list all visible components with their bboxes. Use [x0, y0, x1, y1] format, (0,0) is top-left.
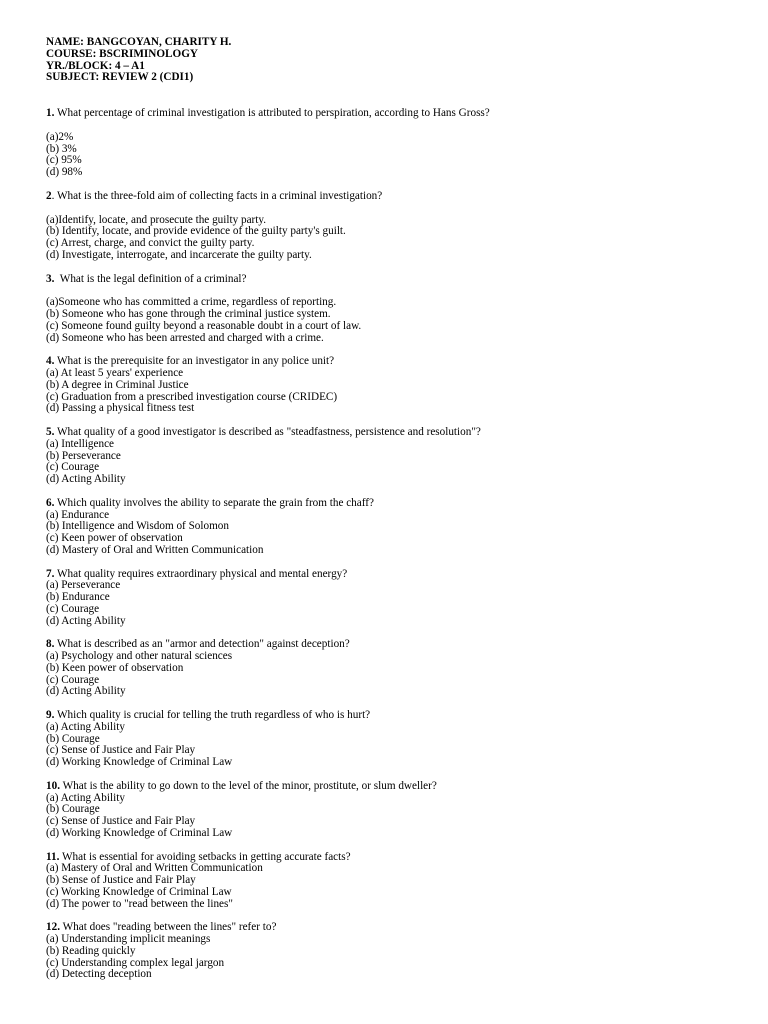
question-number: 4.: [46, 355, 55, 368]
answer-option: (c) Sense of Justice and Fair Play: [46, 815, 196, 827]
question-block: [46, 356, 746, 427]
answer-option: (b) Someone who has gone through the criminal justice system.: [46, 308, 331, 320]
question-number: 8.: [46, 638, 55, 651]
question-block: [46, 922, 746, 981]
answer-option: (b) Courage: [46, 732, 100, 745]
spacer: [46, 203, 746, 215]
question-number: 7.: [46, 567, 55, 580]
answer-option: (a) Acting Ability: [46, 791, 125, 804]
answer-option: (c) Arrest, charge, and convict the guilty party.: [46, 237, 255, 249]
answer-option: (b) Perseverance: [46, 449, 121, 462]
question-number: 5.: [46, 426, 55, 438]
answer-option: (c) Courage: [46, 461, 100, 474]
question-text: [46, 498, 746, 510]
question-text: [46, 710, 746, 722]
answer-option: (a) Understanding implicit meanings: [46, 933, 211, 945]
answer-option: (a) Acting Ability: [46, 720, 125, 733]
question-prompt: What quality of a good investigator is described as "steadfastness, persistence and resolution"?: [54, 426, 481, 438]
answer-option: (d) Acting Ability: [46, 473, 126, 485]
question-text: [46, 569, 746, 581]
question-number: 1.: [46, 107, 55, 119]
answer-option: (d) Detecting deception: [46, 968, 152, 981]
question-prompt: What is described as an "armor and detection" against deception?: [54, 638, 350, 651]
answer-option: (d) Someone who has been arrested and charged with a crime.: [46, 331, 324, 344]
question-number: 6.: [46, 496, 55, 509]
question-number: 9.: [46, 709, 55, 721]
question-block: [46, 710, 746, 781]
answer-option: (d) Mastery of Oral and Written Communication: [46, 543, 264, 556]
answer-option: (b) Identify, locate, and provide evidence of the guilty party's guilt.: [46, 225, 346, 238]
answer-option: (b) Endurance: [46, 591, 110, 603]
answer-option: (a) Perseverance: [46, 579, 121, 592]
answer-option: (c) Graduation from a prescribed investigation course (CRIDEC): [46, 390, 338, 403]
question-number: 11.: [46, 850, 60, 863]
answer-option: (b) Courage: [46, 803, 100, 816]
answer-option: (b) 3%: [46, 142, 77, 155]
answer-option: (a) Intelligence: [46, 437, 115, 450]
question-text: [46, 108, 746, 120]
question-text: [46, 427, 746, 439]
spacer: [46, 120, 746, 132]
answer-option: (c) Courage: [46, 673, 100, 686]
answer-option: (a) Endurance: [46, 508, 110, 521]
spacer: [46, 84, 746, 108]
question-block: [46, 427, 746, 498]
answer-option: (b) Sense of Justice and Fair Play: [46, 874, 196, 886]
answer-option: (c) Keen power of observation: [46, 532, 183, 544]
question-prompt: Which quality involves the ability to separate the grain from the chaff?: [54, 496, 374, 509]
answer-option: (d) Investigate, interrogate, and incarcerate the guilty party.: [46, 248, 312, 261]
question-number: 3.: [46, 272, 55, 285]
question-prompt: What does "reading between the lines" refer to?: [59, 921, 277, 934]
question-text: [46, 781, 746, 793]
answer-option: (c) Understanding complex legal jargon: [46, 956, 225, 969]
question-number: 10.: [46, 779, 60, 792]
question-block: [46, 274, 746, 357]
question-block: [46, 191, 746, 274]
answer-option: (d) Working Knowledge of Criminal Law: [46, 756, 233, 768]
question-prompt: What is the prerequisite for an investigator in any police unit?: [54, 355, 335, 368]
answer-option: (a) Psychology and other natural sciences: [46, 650, 233, 662]
student-name: NAME: BANGCOYAN, CHARITY H.: [46, 36, 232, 48]
answer-option: (b) A degree in Criminal Justice: [46, 378, 189, 391]
answer-option: (a)Identify, locate, and prosecute the guilty party.: [46, 213, 267, 226]
answer-option: (c) Sense of Justice and Fair Play: [46, 744, 196, 757]
answer-option: (b) Intelligence and Wisdom of Solomon: [46, 520, 229, 533]
question-block: [46, 108, 746, 191]
question-text: [46, 191, 746, 203]
question-text: [46, 274, 746, 286]
question-prompt: What percentage of criminal investigation is attributed to perspiration, according to Hans Gross?: [54, 107, 490, 119]
answer-option: (a) Mastery of Oral and Written Communication: [46, 862, 263, 875]
question-block: [46, 852, 746, 923]
answer-option: (d) Passing a physical fitness test: [46, 402, 195, 415]
question-prompt: What quality requires extraordinary physical and mental energy?: [54, 567, 348, 580]
subject: SUBJECT: REVIEW 2 (CDI1): [46, 71, 194, 84]
question-block: [46, 569, 746, 640]
question-prompt: What is the legal definition of a criminal?: [54, 272, 247, 285]
answer-option: (c) Courage: [46, 602, 100, 615]
answer-option: (d) The power to "read between the lines": [46, 897, 233, 910]
question-block: [46, 781, 746, 852]
answer-option: (d) Acting Ability: [46, 614, 126, 627]
answer-option: (b) Reading quickly: [46, 944, 136, 957]
answer-option: (a)Someone who has committed a crime, regardless of reporting.: [46, 296, 337, 309]
answer-option: (c) 95%: [46, 154, 82, 167]
question-number: 2: [46, 189, 52, 202]
answer-option: (c) Someone found guilty beyond a reasonable doubt in a court of law.: [46, 319, 362, 332]
question-prompt: . What is the three-fold aim of collecting facts in a criminal investigation?: [51, 189, 383, 202]
question-list: [46, 108, 746, 981]
answer-option: (a)2%: [46, 130, 74, 143]
question-number: 12.: [46, 921, 60, 934]
question-block: [46, 498, 746, 569]
answer-option: (b) Keen power of observation: [46, 661, 184, 674]
answer-option: (d) Working Knowledge of Criminal Law: [46, 826, 233, 839]
header-block: [46, 37, 746, 84]
year-block: YR./BLOCK: 4 – A1: [46, 59, 145, 72]
answer-option: (d) Acting Ability: [46, 685, 126, 698]
question-prompt: What is the ability to go down to the level of the minor, prostitute, or slum dweller?: [59, 779, 437, 792]
answer-option: (d) 98%: [46, 166, 83, 178]
question-block: [46, 639, 746, 710]
answer-option: (c) Working Knowledge of Criminal Law: [46, 885, 232, 898]
question-prompt: Which quality is crucial for telling the truth regardless of who is hurt?: [54, 709, 371, 721]
document-page: [46, 37, 746, 981]
course: COURSE: BSCRIMINOLOGY: [46, 47, 198, 60]
question-prompt: What is essential for avoiding setbacks in getting accurate facts?: [59, 850, 351, 863]
answer-option: (a) At least 5 years' experience: [46, 367, 184, 379]
